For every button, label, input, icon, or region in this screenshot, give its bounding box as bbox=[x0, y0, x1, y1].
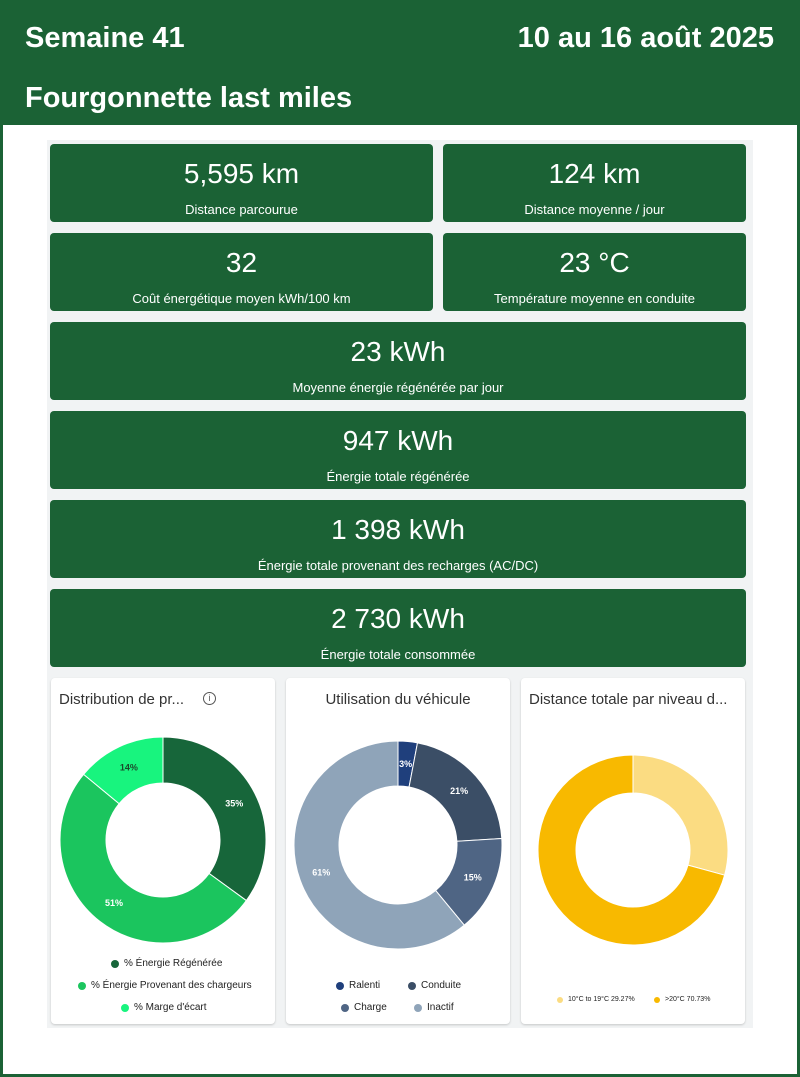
kpi-total-charging-energy bbox=[50, 500, 746, 578]
kpi-energy-cost bbox=[50, 233, 433, 311]
legend-swatch bbox=[654, 997, 660, 1003]
slice-value-label: 21% bbox=[450, 786, 469, 797]
legend-label: Charge bbox=[354, 1002, 387, 1013]
kpi-value: 23 kWh bbox=[350, 336, 446, 367]
kpi-label: Coût énergétique moyen kWh/100 km bbox=[132, 291, 351, 306]
kpi-total-regenerated-energy bbox=[50, 411, 746, 489]
kpi-label: Énergie totale consommée bbox=[320, 647, 476, 662]
info-icon[interactable]: i bbox=[203, 692, 216, 705]
slice-value-label: 61% bbox=[312, 867, 331, 878]
donut-slice[interactable] bbox=[163, 737, 266, 901]
legend-label: >20°C 70.73% bbox=[665, 996, 711, 1003]
kpi-value: 5,595 km bbox=[183, 158, 300, 189]
legend-item[interactable] bbox=[654, 996, 710, 1003]
legend-item[interactable] bbox=[414, 1002, 454, 1013]
kpi-avg-regenerated-energy bbox=[50, 322, 746, 400]
donut-chart bbox=[51, 678, 275, 1024]
legend-item[interactable] bbox=[408, 980, 461, 991]
kpi-average-temperature bbox=[443, 233, 746, 311]
donut-chart bbox=[521, 678, 745, 1024]
chart-title: Distribution de pr... bbox=[59, 691, 185, 708]
date-range: 10 au 16 août 2025 bbox=[517, 22, 774, 54]
slice-value-label: 35% bbox=[225, 798, 244, 809]
legend-label: Conduite bbox=[421, 980, 462, 991]
legend-item[interactable] bbox=[78, 980, 252, 991]
kpi-label: Énergie totale provenant des recharges (AC/DC) bbox=[257, 558, 539, 573]
legend-swatch bbox=[111, 960, 119, 968]
vehicle-name: Fourgonnette last miles bbox=[25, 82, 353, 114]
slice-value-label: 3% bbox=[399, 758, 413, 769]
chart-card-distance-by-temperature bbox=[521, 678, 745, 1024]
legend-swatch bbox=[557, 997, 563, 1003]
donut-slice[interactable] bbox=[633, 755, 728, 875]
legend-label: % Marge d'écart bbox=[134, 1002, 207, 1013]
kpi-label: Énergie totale régénérée bbox=[326, 469, 470, 484]
legend-swatch bbox=[78, 982, 86, 990]
kpi-label: Température moyenne en conduite bbox=[494, 291, 695, 306]
kpi-value: 124 km bbox=[548, 158, 641, 189]
kpi-average-distance bbox=[443, 144, 746, 222]
legend-swatch bbox=[121, 1004, 129, 1012]
kpi-label: Moyenne énergie régénérée par jour bbox=[292, 380, 504, 395]
legend-label: 10°C to 19°C 29.27% bbox=[568, 996, 635, 1003]
kpi-total-consumed-energy bbox=[50, 589, 746, 667]
kpi-value: 23 °C bbox=[559, 247, 630, 278]
chart-title: Distance totale par niveau d... bbox=[529, 691, 728, 708]
legend-item[interactable] bbox=[121, 1002, 207, 1013]
legend-swatch bbox=[341, 1004, 349, 1012]
kpi-value: 1 398 kWh bbox=[331, 514, 465, 545]
kpi-value: 32 bbox=[225, 247, 258, 278]
legend-swatch bbox=[414, 1004, 422, 1012]
kpi-value: 2 730 kWh bbox=[331, 603, 465, 634]
donut-chart bbox=[286, 678, 510, 1024]
kpi-label: Distance parcourue bbox=[185, 202, 298, 217]
legend-swatch bbox=[336, 982, 344, 990]
report-header bbox=[0, 0, 800, 125]
kpi-label: Distance moyenne / jour bbox=[524, 202, 665, 217]
week-label: Semaine 41 bbox=[25, 22, 185, 54]
slice-value-label: 51% bbox=[104, 898, 123, 909]
legend-label: % Énergie Provenant des chargeurs bbox=[91, 980, 252, 991]
kpi-value: 947 kWh bbox=[342, 425, 454, 456]
legend-item[interactable] bbox=[336, 980, 380, 991]
chart-card-energy-distribution bbox=[51, 678, 275, 1024]
legend-label: Ralenti bbox=[349, 980, 381, 991]
legend-item[interactable] bbox=[341, 1002, 387, 1013]
chart-title: Utilisation du véhicule bbox=[325, 691, 471, 708]
kpi-distance-traveled bbox=[50, 144, 433, 222]
legend-item[interactable] bbox=[557, 996, 635, 1003]
legend-label: Inactif bbox=[427, 1002, 454, 1013]
chart-card-vehicle-usage bbox=[286, 678, 510, 1024]
legend-swatch bbox=[408, 982, 416, 990]
slice-value-label: 14% bbox=[119, 762, 138, 773]
legend-item[interactable] bbox=[111, 958, 222, 969]
slice-value-label: 15% bbox=[463, 872, 482, 883]
legend-label: % Énergie Régénérée bbox=[124, 958, 223, 969]
